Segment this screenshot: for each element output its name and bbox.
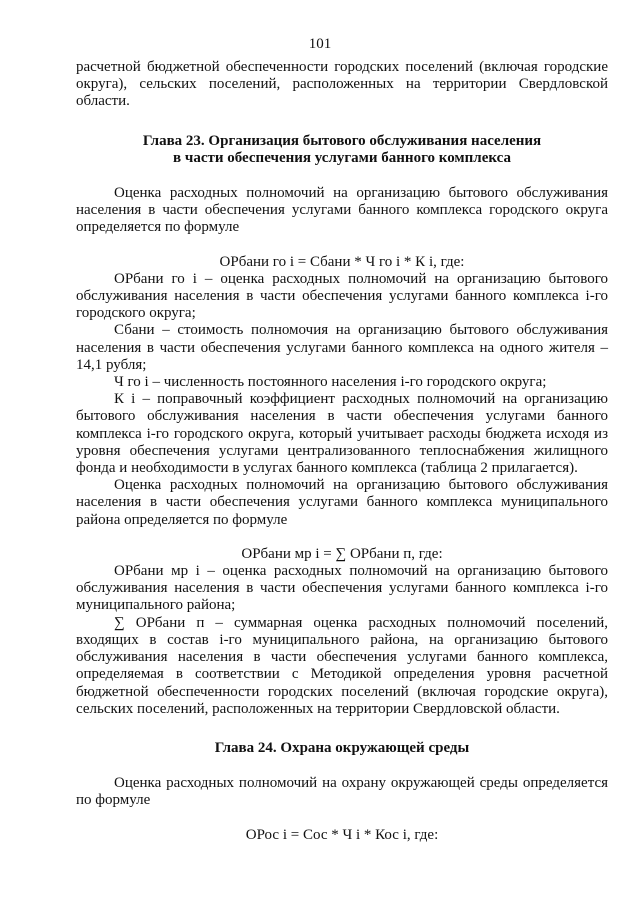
ch23-definition-6: ∑ ОРбани п – суммарная оценка расходных полномочий поселений, входящих в состав i-го муниципального района, на организацию бытового обслуживания населения в части обеспечения услугами банного комплекса, определяемая в соответствии с Методикой определения уровня расчетной бюджетной обеспеченности городских поселений (включая городские округа), сельских поселений, расположенных на территории Свердловской области. xyxy=(76,614,608,717)
ch23-paragraph-1: Оценка расходных полномочий на организацию бытового обслуживания населения в части обеспечения услугами банного комплекса городского округа определяется по формуле xyxy=(76,185,608,236)
chapter-24-title: Глава 24. Охрана окружающей среды xyxy=(214,739,470,756)
page-content xyxy=(76,59,608,844)
ch23-formula-1: ОРбани го i = Сбани * Ч го i * К i, где: xyxy=(219,253,465,270)
chapter-23-title xyxy=(76,133,608,167)
intro-paragraph: расчетной бюджетной обеспеченности городских поселений (включая городские округа), сельских поселений, расположенных на территории Свердловской области. xyxy=(76,59,608,110)
ch23-definition-1: ОРбани го i – оценка расходных полномочий на организацию бытового обслуживания населения в части обеспечения услугами банного комплекса i-го городского округа; xyxy=(76,270,608,322)
ch24-paragraph-1: Оценка расходных полномочий на охрану окружающей среды определяется по формуле xyxy=(76,775,608,809)
ch23-formula-2: ОРбани мр i = ∑ ОРбани п, где: xyxy=(241,545,443,562)
ch23-definition-5: ОРбани мр i – оценка расходных полномочий на организацию бытового обслуживания населения в части обеспечения услугами банного комплекса i-го муниципального района; xyxy=(76,563,608,614)
ch23-definition-4: К i – поправочный коэффициент расходных полномочий на организацию бытового обслуживания населения в части обеспечения услугами банного комплекса i-го городского округа, который учитывает расходы бюджета исходя из уровня обеспечения услугами централизованного теплоснабжения жилищного фонда и необходимости в услугах банного комплекса (таблица 2 прилагается). xyxy=(76,391,608,477)
ch24-formula-1: ОРос i = Сос * Ч i * Кос i, где: xyxy=(245,826,439,843)
chapter-23-title-line-2: в части обеспечения услугами банного комплекса xyxy=(173,149,511,166)
chapter-23-title-line-1: Глава 23. Организация бытового обслуживания населения xyxy=(142,132,542,149)
ch23-paragraph-2: Оценка расходных полномочий на организацию бытового обслуживания населения в части обеспечения услугами банного комплекса муниципального района определяется по формуле xyxy=(76,477,608,528)
ch23-definition-3: Ч го i – численность постоянного населения i-го городского округа; xyxy=(114,374,547,391)
ch23-definition-2: Сбани – стоимость полномочия на организацию бытового обслуживания населения в части обеспечения услугами банного комплекса на одного жителя – 14,1 рубля; xyxy=(76,322,608,373)
page-number: 101 xyxy=(308,36,332,52)
